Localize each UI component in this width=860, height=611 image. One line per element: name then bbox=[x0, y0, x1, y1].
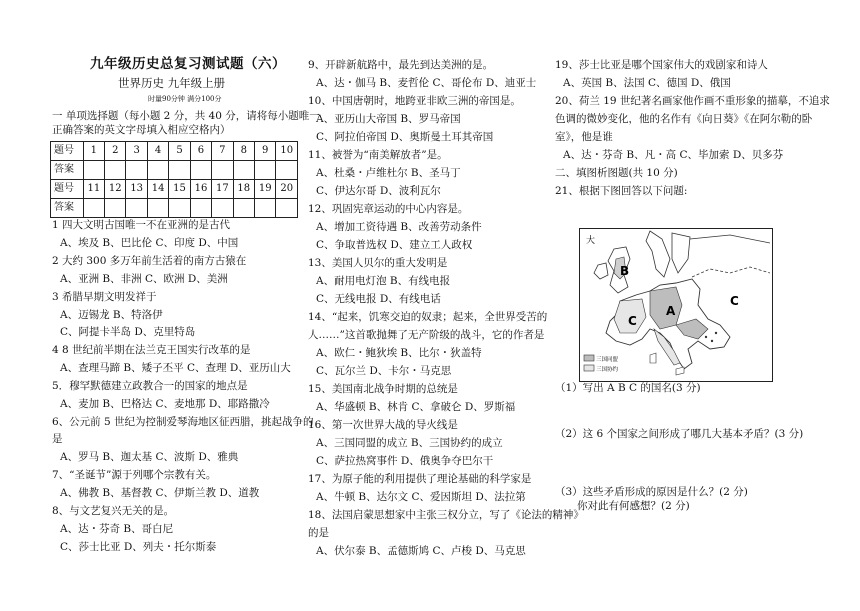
map-label-a: A bbox=[666, 304, 676, 318]
table-cell: 3 bbox=[126, 142, 147, 161]
question-text: 13、美国人贝尔的重大发明是 bbox=[308, 257, 448, 269]
table-cell: 7 bbox=[212, 142, 233, 161]
question-options: C、莎士比亚 D、列夫・托尔斯泰 bbox=[60, 541, 217, 553]
answer-cell[interactable] bbox=[105, 199, 126, 218]
answer-cell[interactable] bbox=[83, 199, 104, 218]
answer-cell[interactable] bbox=[105, 161, 126, 180]
question-options: A、埃及 B、巴比伦 C、印度 D、中国 bbox=[60, 237, 239, 249]
question-options: A、佛教 B、基督教 C、伊斯兰教 D、道教 bbox=[60, 487, 260, 499]
question-text: 11、被誉为“南美解放者”是。 bbox=[308, 149, 448, 161]
question-text: 16、第一次世界大战的导火线是 bbox=[308, 419, 458, 431]
question-options: C、无线电报 D、有线电话 bbox=[316, 293, 441, 305]
answer-table bbox=[50, 141, 298, 218]
question-options: C、瓦尔兰 D、卡尔・马克思 bbox=[316, 365, 452, 377]
section1-intro-line2: 正确答案的英文字母填入相应空格内） bbox=[52, 124, 231, 136]
table-cell: 2 bbox=[105, 142, 126, 161]
answer-cell[interactable] bbox=[276, 199, 298, 218]
answer-cell[interactable] bbox=[190, 161, 211, 180]
map-label-c: C bbox=[730, 294, 739, 308]
map-label-top: 大 bbox=[586, 236, 596, 246]
table-cell: 14 bbox=[147, 180, 168, 199]
question-options: A、欧仁・鲍狄埃 B、比尔・狄盖特 bbox=[316, 347, 482, 359]
question-options: C、伊达尔哥 D、波利瓦尔 bbox=[316, 185, 441, 197]
answer-cell[interactable] bbox=[276, 161, 298, 180]
question-options: A、罗马 B、迦太基 C、波斯 D、雅典 bbox=[60, 451, 239, 463]
answer-cell[interactable] bbox=[255, 161, 276, 180]
subquestion-1: （1）写出 A B C 的国名(3 分) bbox=[555, 382, 701, 394]
table-row bbox=[51, 142, 298, 161]
question-text: 3 希腊早期文明发祥于 bbox=[52, 291, 157, 303]
answer-cell[interactable] bbox=[212, 199, 233, 218]
question-text: 9、开辟新航路中，最先到达美洲的是。 bbox=[308, 59, 494, 71]
map-label-c-left: C bbox=[628, 314, 637, 328]
question-options: A、英国 B、法国 C、德国 D、俄国 bbox=[563, 77, 731, 89]
table-cell: 5 bbox=[169, 142, 190, 161]
map-legend-2: 三国协约 bbox=[596, 367, 619, 373]
question-text: 2 大约 300 多万年前生活着的南方古猿在 bbox=[52, 255, 247, 267]
table-cell: 16 bbox=[190, 180, 211, 199]
question-text: 7、“圣诞节”源于列哪个宗教有关。 bbox=[52, 469, 217, 481]
question-options: A、华盛顿 B、林肯 C、拿破仑 D、罗斯福 bbox=[316, 401, 516, 413]
table-cell: 1 bbox=[83, 142, 104, 161]
question-options: A、达・芬奇 B、哥白尼 bbox=[60, 523, 174, 535]
question-text: 17、为原子能的利用提供了理论基础的科学家是 bbox=[308, 473, 532, 485]
map-graphic bbox=[580, 229, 772, 381]
table-cell: 4 bbox=[147, 142, 168, 161]
exam-meta: 时量90分钟 满分100分 bbox=[148, 95, 222, 103]
table-cell: 15 bbox=[169, 180, 190, 199]
table-cell: 20 bbox=[276, 180, 298, 199]
table-cell: 答案 bbox=[51, 199, 84, 218]
subquestion-2: （2）这 6 个国家之间形成了哪几大基本矛盾？(3 分) bbox=[555, 428, 804, 440]
question-options: A、三国同盟的成立 B、三国协约的成立 bbox=[316, 437, 503, 449]
question-options: A、达・伽马 B、麦哲伦 C、哥伦布 D、迪亚士 bbox=[316, 77, 537, 89]
table-cell: 19 bbox=[255, 180, 276, 199]
question-text: 12、巩固宪章运动的中心内容是。 bbox=[308, 203, 469, 215]
question-options: A、麦加 B、巴格达 C、麦地那 D、耶路撒冷 bbox=[60, 398, 270, 410]
question-options: C、争取普选权 D、建立工人政权 bbox=[316, 239, 473, 251]
question-text: 的是 bbox=[308, 527, 329, 539]
table-cell: 9 bbox=[255, 142, 276, 161]
question-text: 19、莎士比亚是哪个国家伟大的戏剧家和诗人 bbox=[555, 59, 768, 71]
question-options: A、增加工资待遇 B、改善劳动条件 bbox=[316, 221, 482, 233]
answer-cell[interactable] bbox=[169, 161, 190, 180]
answer-cell[interactable] bbox=[255, 199, 276, 218]
table-cell: 6 bbox=[190, 142, 211, 161]
answer-cell[interactable] bbox=[126, 199, 147, 218]
subquestion-3b: 你对此有何感想？(2 分) bbox=[577, 500, 690, 512]
table-cell: 题号 bbox=[51, 142, 84, 161]
table-row bbox=[51, 161, 298, 180]
answer-cell[interactable] bbox=[212, 161, 233, 180]
question-text: 14、“起来，饥寒交迫的奴隶；起来，全世界受苦的 bbox=[308, 311, 548, 323]
answer-cell[interactable] bbox=[147, 199, 168, 218]
answer-cell[interactable] bbox=[83, 161, 104, 180]
question-options: A、迈锡龙 B、特洛伊 bbox=[60, 309, 163, 321]
question-options: A、杜桑・卢维杜尔 B、圣马丁 bbox=[316, 167, 461, 179]
page-subtitle: 世界历史 九年级上册 bbox=[118, 76, 226, 90]
table-cell: 12 bbox=[105, 180, 126, 199]
question-text: 21、根据下图回答以下问题: bbox=[555, 185, 688, 197]
question-text: 室》，他是谁 bbox=[555, 131, 613, 143]
question-text: 是 bbox=[52, 433, 63, 445]
question-text: 8、与文艺复兴无关的是。 bbox=[52, 505, 175, 517]
answer-cell[interactable] bbox=[233, 199, 254, 218]
page-title: 九年级历史总复习测试题（六） bbox=[90, 56, 286, 72]
table-cell: 17 bbox=[212, 180, 233, 199]
question-options: A、伏尔泰 B、孟德斯鸠 C、卢梭 D、马克思 bbox=[316, 545, 526, 557]
question-options: A、查理马蹄 B、矮子丕平 C、查理 D、亚历山大 bbox=[60, 362, 291, 374]
table-row bbox=[51, 180, 298, 199]
question-text: 1 四大文明古国唯一不在亚洲的是古代 bbox=[52, 219, 231, 231]
question-text: 6、公元前 5 世纪为控制爱琴海地区征西腊，挑起战争的 bbox=[52, 416, 314, 428]
table-cell: 10 bbox=[276, 142, 298, 161]
map-legend-1: 三国同盟 bbox=[596, 357, 619, 363]
question-text: 4 8 世纪前半期在法兰克王国实行改革的是 bbox=[52, 344, 251, 356]
answer-cell[interactable] bbox=[233, 161, 254, 180]
question-options: A、耐用电灯泡 B、有线电报 bbox=[316, 275, 451, 287]
question-text: 5．穆罕默德建立政教合一的国家的地点是 bbox=[52, 380, 248, 392]
question-text: 色调的微妙变化，他的名作有《向日葵》《在阿尔勒的卧 bbox=[555, 113, 813, 125]
section1-intro-line1: 一 单项选择题（每小题 2 分，共 40 分，请将每小题唯一 bbox=[52, 110, 320, 122]
table-cell: 18 bbox=[233, 180, 254, 199]
table-cell: 11 bbox=[83, 180, 104, 199]
question-options: A、亚历山大帝国 B、罗马帝国 bbox=[316, 113, 461, 125]
question-text: 15、美国南北战争时期的总统是 bbox=[308, 383, 458, 395]
question-text: 人……”这首歌抛舞了无产阶级的战斗，它的作者是 bbox=[308, 329, 545, 341]
section2-heading: 二、填图析图题(共 10 分) bbox=[555, 167, 678, 179]
question-text: 20、荷兰 19 世纪著名画家他作画不重形象的描摹，不追求 bbox=[555, 95, 830, 107]
question-options: C、阿拉伯帝国 D、奥斯曼土耳其帝国 bbox=[316, 131, 494, 143]
table-row bbox=[51, 199, 298, 218]
subquestion-3: （3）这些矛盾形成的原因是什么？(2 分) bbox=[555, 486, 748, 498]
question-options: A、达・芬奇 B、凡・高 C、毕加索 D、贝多芬 bbox=[563, 149, 784, 161]
europe-map bbox=[579, 228, 773, 382]
question-text: 18、法国启蒙思想家中主张三权分立，写了《论法的精神》 bbox=[308, 509, 584, 521]
map-label-b: B bbox=[620, 264, 630, 278]
table-cell: 8 bbox=[233, 142, 254, 161]
table-cell: 答案 bbox=[51, 161, 84, 180]
question-options: A、牛顿 B、达尔文 C、爱因斯坦 D、法拉第 bbox=[316, 491, 526, 503]
answer-cell[interactable] bbox=[190, 199, 211, 218]
question-text: 10、中国唐朝时，地跨亚非欧三洲的帝国是。 bbox=[308, 95, 521, 107]
question-options: C、阿提卡半岛 D、克里特岛 bbox=[60, 326, 196, 338]
answer-cell[interactable] bbox=[147, 161, 168, 180]
answer-cell[interactable] bbox=[126, 161, 147, 180]
question-options: C、萨拉热窝事件 D、俄奥争夺巴尔干 bbox=[316, 455, 494, 467]
question-options: A、亚洲 B、非洲 C、欧洲 D、美洲 bbox=[60, 273, 228, 285]
table-cell: 题号 bbox=[51, 180, 84, 199]
table-cell: 13 bbox=[126, 180, 147, 199]
answer-cell[interactable] bbox=[169, 199, 190, 218]
